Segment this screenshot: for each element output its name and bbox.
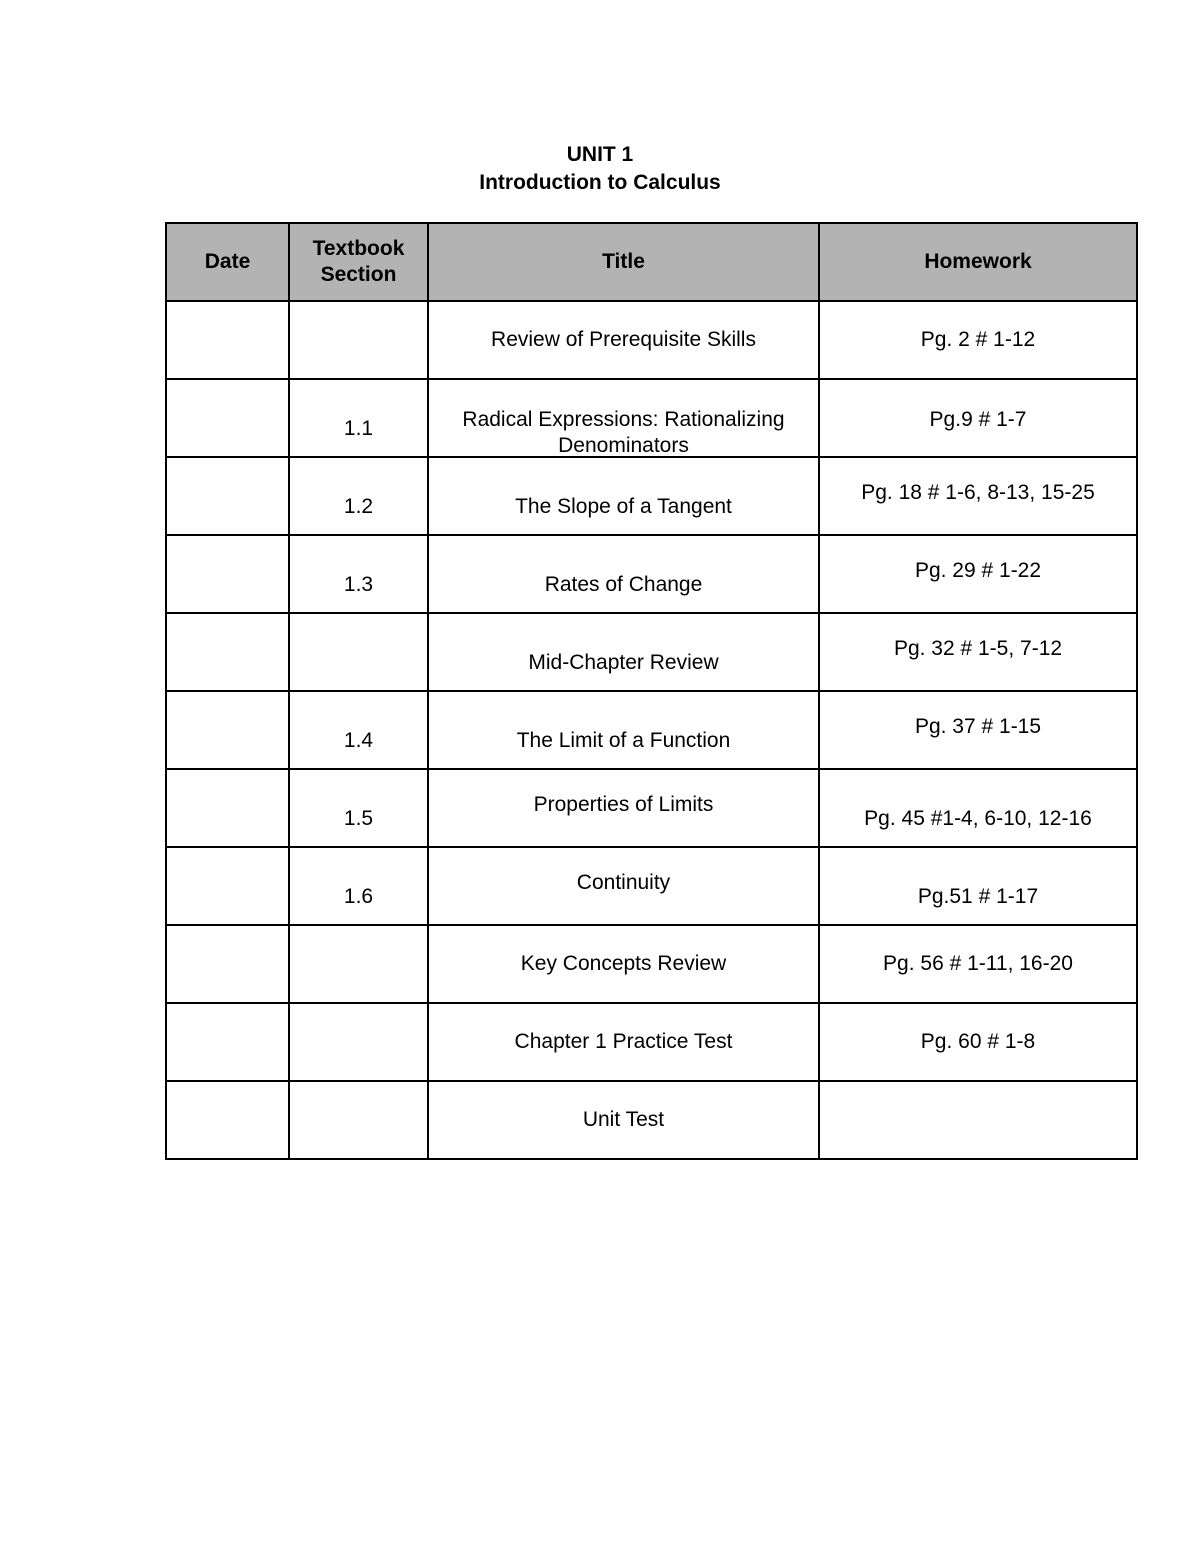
homework-value: Pg. 32 # 1-5, 7-12 bbox=[893, 637, 1063, 660]
table-row bbox=[166, 535, 1137, 613]
date-cell bbox=[166, 1081, 289, 1159]
title-value: Unit Test bbox=[582, 1108, 665, 1131]
table-row bbox=[166, 847, 1137, 925]
title-value: The Slope of a Tangent bbox=[515, 495, 732, 518]
title-cell bbox=[428, 379, 819, 457]
homework-value: Pg. 56 # 1-11, 16-20 bbox=[883, 952, 1073, 975]
homework-value: Pg. 45 #1-4, 6-10, 12-16 bbox=[864, 807, 1092, 830]
table-header-row bbox=[166, 223, 1137, 301]
table-row bbox=[166, 379, 1137, 457]
table-row bbox=[166, 1081, 1137, 1159]
title-cell bbox=[428, 691, 819, 769]
section-cell bbox=[289, 535, 428, 613]
date-cell bbox=[166, 535, 289, 613]
section-value: 1.2 bbox=[343, 495, 374, 518]
section-value: 1.1 bbox=[343, 417, 374, 440]
title-cell bbox=[428, 457, 819, 535]
section-value: 1.5 bbox=[343, 807, 374, 830]
homework-cell bbox=[819, 691, 1137, 769]
column-header-homework: Homework bbox=[819, 223, 1137, 301]
date-cell bbox=[166, 925, 289, 1003]
homework-cell bbox=[819, 1003, 1137, 1081]
date-cell bbox=[166, 301, 289, 379]
date-cell bbox=[166, 691, 289, 769]
title-cell bbox=[428, 301, 819, 379]
title-value: Chapter 1 Practice Test bbox=[514, 1030, 733, 1053]
homework-cell bbox=[819, 457, 1137, 535]
table-row bbox=[166, 769, 1137, 847]
title-cell bbox=[428, 1003, 819, 1081]
homework-value: Pg.9 # 1-7 bbox=[929, 408, 1027, 431]
section-cell bbox=[289, 613, 428, 691]
section-value: 1.3 bbox=[343, 573, 374, 596]
table-row bbox=[166, 691, 1137, 769]
table-row bbox=[166, 457, 1137, 535]
homework-value: Pg. 29 # 1-22 bbox=[914, 559, 1042, 582]
homework-value: Pg. 2 # 1-12 bbox=[920, 328, 1036, 351]
homework-cell bbox=[819, 847, 1137, 925]
homework-value: Pg. 18 # 1-6, 8-13, 15-25 bbox=[861, 481, 1095, 504]
section-cell bbox=[289, 1003, 428, 1081]
homework-value: Pg. 37 # 1-15 bbox=[914, 715, 1042, 738]
section-cell bbox=[289, 925, 428, 1003]
homework-cell bbox=[819, 1081, 1137, 1159]
title-cell bbox=[428, 925, 819, 1003]
table-row bbox=[166, 613, 1137, 691]
date-cell bbox=[166, 457, 289, 535]
table-row bbox=[166, 301, 1137, 379]
date-cell bbox=[166, 847, 289, 925]
homework-cell bbox=[819, 535, 1137, 613]
section-value: 1.4 bbox=[343, 729, 374, 752]
homework-value: Pg.51 # 1-17 bbox=[917, 885, 1039, 908]
section-cell bbox=[289, 301, 428, 379]
table-row bbox=[166, 925, 1137, 1003]
unit-title: Introduction to Calculus bbox=[479, 171, 721, 194]
column-header-date: Date bbox=[166, 223, 289, 301]
title-value: Radical Expressions: Rationalizing Denominators bbox=[462, 408, 785, 457]
homework-cell bbox=[819, 613, 1137, 691]
homework-value: Pg. 60 # 1-8 bbox=[920, 1030, 1036, 1053]
date-cell bbox=[166, 1003, 289, 1081]
homework-cell bbox=[819, 301, 1137, 379]
homework-cell bbox=[819, 769, 1137, 847]
column-header-section: Textbook Section bbox=[289, 223, 428, 301]
title-cell bbox=[428, 1081, 819, 1159]
homework-schedule-table bbox=[165, 222, 1138, 1160]
section-cell bbox=[289, 691, 428, 769]
title-cell bbox=[428, 613, 819, 691]
section-value: 1.6 bbox=[343, 885, 374, 908]
date-cell bbox=[166, 769, 289, 847]
title-cell bbox=[428, 769, 819, 847]
title-cell bbox=[428, 847, 819, 925]
date-cell bbox=[166, 379, 289, 457]
unit-heading: UNIT 1 bbox=[566, 143, 634, 166]
title-value: Properties of Limits bbox=[533, 793, 714, 816]
title-value: Review of Prerequisite Skills bbox=[491, 328, 756, 351]
section-cell bbox=[289, 379, 428, 457]
section-cell bbox=[289, 847, 428, 925]
section-cell bbox=[289, 769, 428, 847]
title-value: Continuity bbox=[576, 871, 671, 894]
title-value: Mid-Chapter Review bbox=[528, 651, 719, 674]
column-header-title: Title bbox=[428, 223, 819, 301]
table-row bbox=[166, 1003, 1137, 1081]
title-value: Rates of Change bbox=[544, 573, 703, 596]
title-value: The Limit of a Function bbox=[516, 729, 731, 752]
section-cell bbox=[289, 1081, 428, 1159]
title-value: Key Concepts Review bbox=[520, 952, 727, 975]
homework-cell bbox=[819, 379, 1137, 457]
section-cell bbox=[289, 457, 428, 535]
homework-cell bbox=[819, 925, 1137, 1003]
title-cell bbox=[428, 535, 819, 613]
date-cell bbox=[166, 613, 289, 691]
